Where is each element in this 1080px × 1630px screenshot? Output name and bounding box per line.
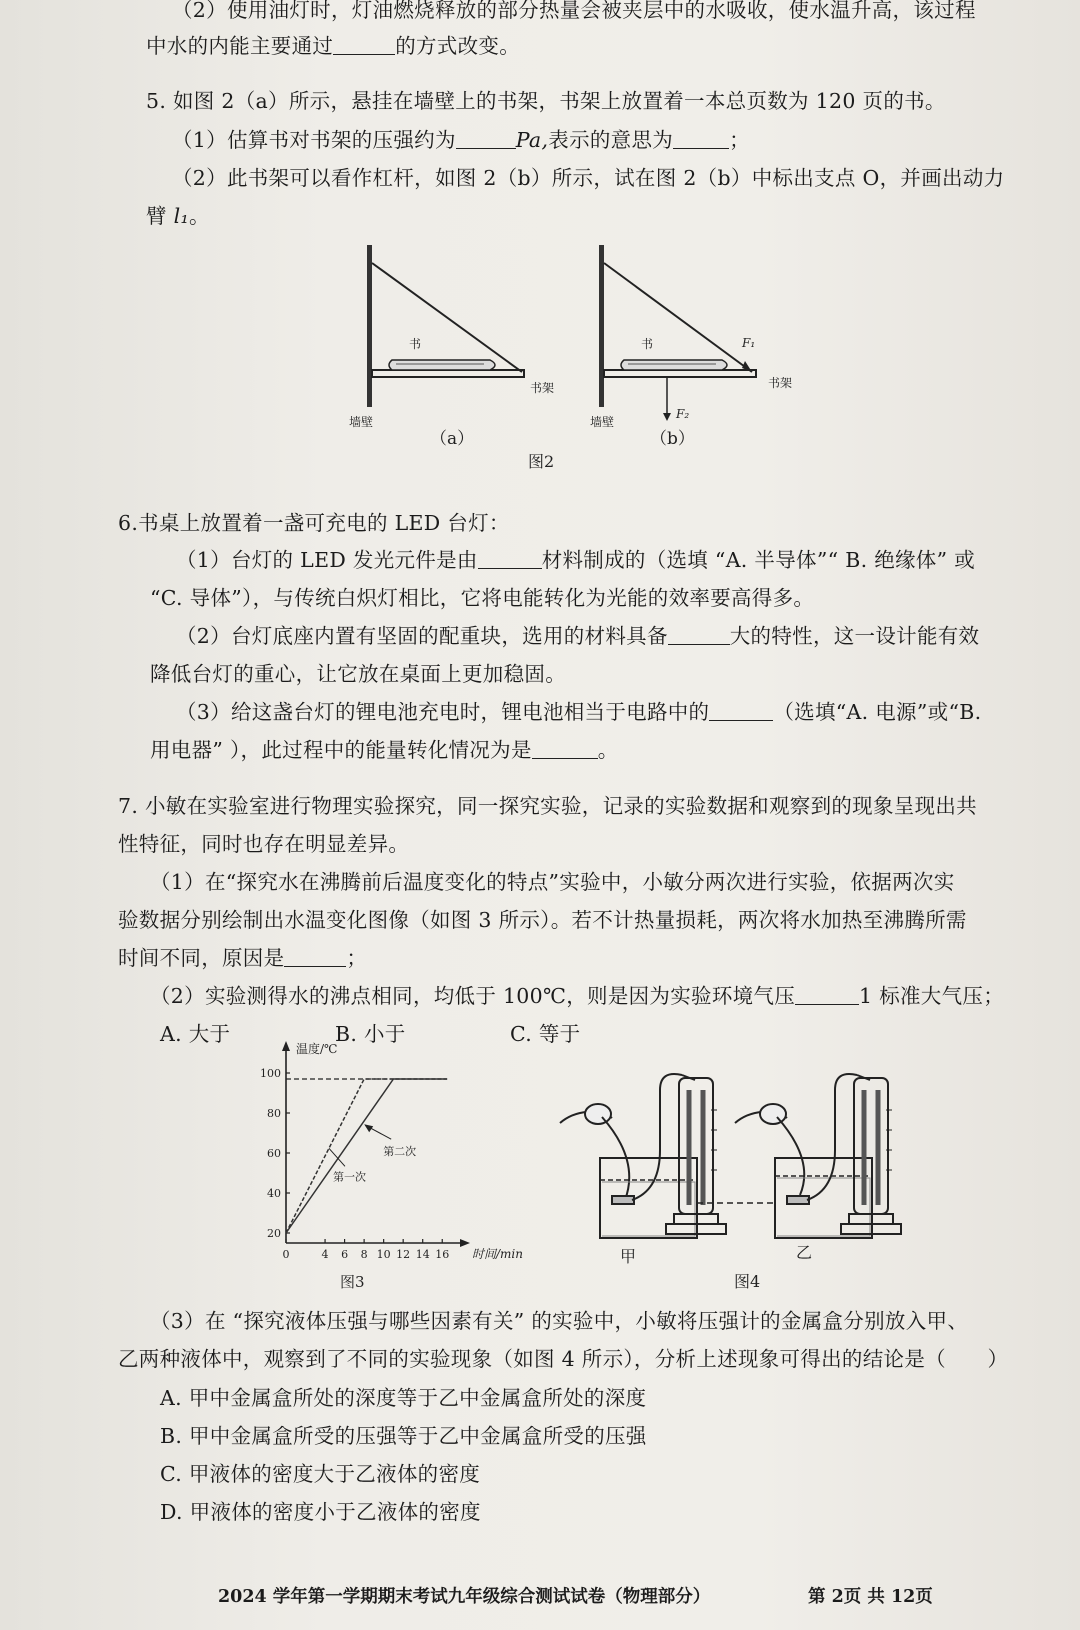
y-tick-label: 80 (267, 1107, 281, 1120)
q6-text: （1）台灯的 LED 发光元件是由 (176, 548, 478, 572)
q7-part1-line2: 验数据分别绘制出水温变化图像（如图 3 所示）。若不计热量损耗，两次将水加热至沸腾所需 (118, 908, 967, 932)
x-tick-label: 14 (415, 1248, 430, 1261)
q5-text: 臂 (146, 204, 174, 228)
symbol-l1: l₁ (173, 204, 189, 228)
figure-2-caption: 图2 (528, 452, 555, 471)
q7-part3: （3）在 “探究液体压强与哪些因素有关” 的实验中，小敏将压强计的金属盒分别放入甲、 (150, 1309, 969, 1333)
q6-text: 大的特性，这一设计能有效 (729, 624, 980, 648)
q7-text: 时间不同，原因是 (118, 946, 285, 970)
q6-text: （2）台灯底座内置有坚固的配重块，选用的材料具备 (176, 624, 668, 648)
series-label-second: 第二次 (383, 1145, 417, 1159)
q6-part2-line2: 降低台灯的重心，让它放在桌面上更加稳固。 (150, 662, 566, 686)
figure-4-caption: 图4 (734, 1272, 761, 1291)
q7-choice-c[interactable]: C. 甲液体的密度大于乙液体的密度 (160, 1462, 481, 1486)
x-tick-label: 10 (376, 1248, 391, 1261)
q6-text: （3）给这盏台灯的锂电池充电时，锂电池相当于电路中的 (176, 700, 710, 724)
series-label-first: 第一次 (332, 1170, 366, 1184)
x-tick-label: 0 (282, 1248, 290, 1261)
q5-text: 。 (189, 204, 210, 228)
x-tick-label: 8 (360, 1248, 368, 1261)
q7-text: ； (346, 946, 368, 970)
x-tick-label: 4 (321, 1248, 329, 1261)
q7-text: 1 标准大气压； (859, 984, 1004, 1008)
footer-title: 2024 学年第一学期期末考试九年级综合测试试卷（物理部分） (218, 1587, 711, 1607)
x-tick-label: 12 (396, 1248, 411, 1261)
figure-3-caption: 图3 (340, 1273, 365, 1291)
q6-stem: 6.书桌上放置着一盏可充电的 LED 台灯： (118, 511, 510, 535)
q6-text: （选填“A. 电源”或“B. (773, 700, 982, 724)
q7-choice-b[interactable]: B. 甲中金属盒所受的压强等于乙中金属盒所受的压强 (160, 1424, 647, 1448)
q7-part3-line2: 乙两种液体中，观察到了不同的实验现象（如图 4 所示），分析上述现象可得出的结论是（ ） (118, 1347, 1009, 1371)
q5-stem: 5. 如图 2（a）所示，悬挂在墙壁上的书架，书架上放置着一本总页数为 120 页的书。 (146, 89, 946, 113)
x-axis-label: 时间/min (472, 1247, 523, 1261)
q6-text: 。 (597, 738, 619, 762)
y-axis-label: 温度/℃ (296, 1042, 338, 1056)
force-f2-label: F₂ (676, 407, 690, 421)
force-f1-label: F₁ (742, 336, 756, 350)
label-jia: 甲 (620, 1247, 637, 1266)
subfigure-label-a: （a） (430, 429, 475, 449)
subfigure-label-b: （b） (650, 429, 695, 449)
y-tick-label: 20 (267, 1227, 281, 1240)
q4-text: 中水的内能主要通过 (146, 34, 334, 58)
x-tick-label: 16 (435, 1248, 450, 1261)
q7-stem-line2: 性特征，同时也存在明显差异。 (118, 832, 410, 856)
q7-text: （2）实验测得水的沸点相同，均低于 100℃，则是因为实验环境气压 (150, 984, 796, 1008)
book-label: 书 (641, 337, 654, 351)
q7-choice-d[interactable]: D. 甲液体的密度小于乙液体的密度 (160, 1500, 481, 1524)
label-yi: 乙 (796, 1243, 813, 1262)
x-tick-label: 6 (341, 1248, 349, 1261)
q6-text: 用电器” ），此过程中的能量转化情况为是 (150, 738, 532, 762)
y-tick-label: 40 (267, 1187, 281, 1200)
q7-option-a: A. 大于 (160, 1022, 231, 1046)
q7-stem: 7. 小敏在实验室进行物理实验探究，同一探究实验，记录的实验数据和观察到的现象呈现出共 (118, 794, 977, 818)
wall-label: 墙壁 (349, 415, 374, 429)
q6-text: 材料制成的（选填 “A. 半导体”“ B. 绝缘体” 或 (541, 548, 976, 572)
y-tick-label: 60 (267, 1147, 281, 1160)
q5-text: 表示的意思为 (548, 128, 674, 152)
wall-label: 墙壁 (590, 415, 615, 429)
q4-line-2: （2）使用油灯时，灯油燃烧释放的部分热量会被夹层中的水吸收，使水温升高，该过程 (172, 0, 976, 22)
q7-choice-a[interactable]: A. 甲中金属盒所处的深度等于乙中金属盒所处的深度 (160, 1386, 647, 1410)
q6-part1-line2: “C. 导体”），与传统白炽灯相比，它将电能转化为光能的效率要高得多。 (150, 586, 815, 610)
q7-option-c: C. 等于 (510, 1022, 581, 1046)
footer-page-number: 第 2页 共 12页 (808, 1587, 933, 1607)
q5-text: ； (729, 128, 750, 152)
unit-pa: Pa, (515, 128, 549, 152)
q4-text: 的方式改变。 (395, 34, 521, 58)
book-label: 书 (409, 337, 422, 351)
shelf-label: 书架 (768, 376, 793, 390)
q5-text: （1）估算书对书架的压强约为 (172, 128, 456, 152)
q7-option-b: B. 小于 (335, 1022, 406, 1046)
figure-4-yi-apparatus (735, 1074, 901, 1238)
shelf-label: 书架 (530, 381, 555, 395)
figure-4-jia-apparatus (560, 1074, 726, 1238)
y-tick-label: 100 (260, 1067, 281, 1080)
q5-part2: （2）此书架可以看作杠杆，如图 2（b）所示，试在图 2（b）中标出支点 O，并画出动力 (172, 166, 1005, 190)
q7-part1: （1）在“探究水在沸腾前后温度变化的特点”实验中，小敏分两次进行实验，依据两次实 (150, 870, 955, 894)
